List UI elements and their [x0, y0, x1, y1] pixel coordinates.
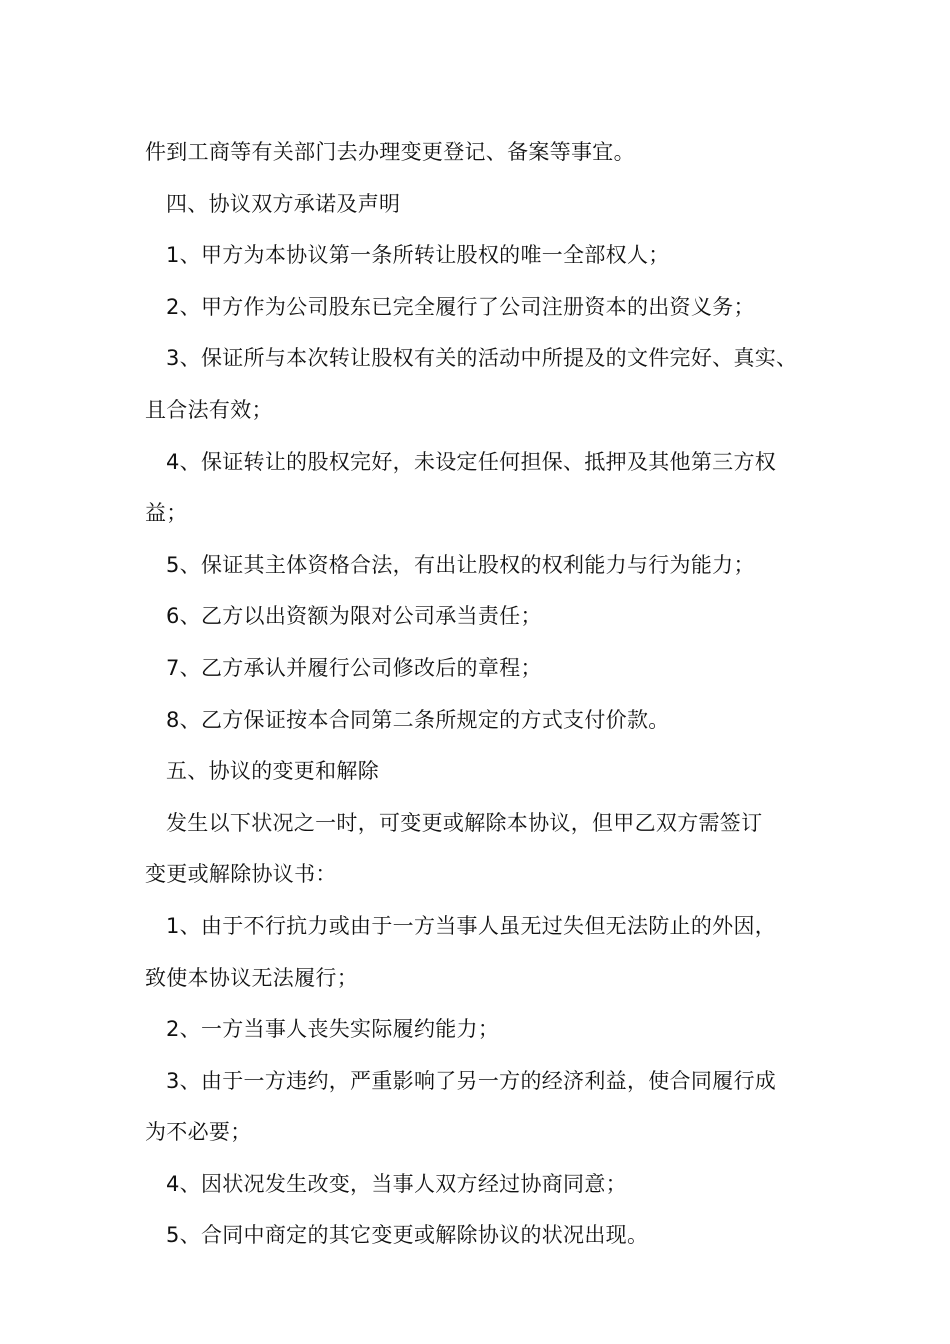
- section-heading-5: 五、协议的变更和解除: [166, 759, 379, 784]
- clause-5-1-cont: 致使本协议无法履行；: [145, 965, 358, 990]
- document-body: [145, 130, 835, 1265]
- section-heading-4: 四、协议双方承诺及声明: [166, 191, 401, 216]
- section-5-intro: 发生以下状况之一时，可变更或解除本协议，但甲乙双方需签订: [166, 810, 763, 835]
- clause-5-5: 5、合同中商定的其它变更或解除协议的状况出现。: [166, 1223, 649, 1248]
- clause-4-4-cont: 益；: [145, 501, 188, 526]
- clause-5-1: 1、由于不行抗力或由于一方当事人虽无过失但无法防止的外因，: [166, 913, 777, 938]
- text-line-1: 件到工商等有关部门去办理变更登记、备案等事宜。: [145, 140, 635, 164]
- clause-4-8: 8、乙方保证按本合同第二条所规定的方式支付价款。: [166, 707, 670, 732]
- clause-4-6: 6、乙方以出资额为限对公司承当责任；: [166, 604, 542, 629]
- clause-5-3: 3、由于一方违约，严重影响了另一方的经济利益，使合同履行成: [166, 1068, 777, 1093]
- clause-4-7: 7、乙方承认并履行公司修改后的章程；: [166, 655, 542, 680]
- section-5-intro-cont: 变更或解除协议书：: [145, 862, 337, 887]
- clause-4-1: 1、甲方为本协议第一条所转让股权的唯一全部权人；: [166, 243, 670, 268]
- clause-5-4: 4、因状况发生改变，当事人双方经过协商同意；: [166, 1171, 627, 1196]
- clause-4-2: 2、甲方作为公司股东已完全履行了公司注册资本的出资义务；: [166, 294, 755, 319]
- clause-4-4: 4、保证转让的股权完好，未设定任何担保、抵押及其他第三方权: [166, 449, 777, 474]
- clause-4-5: 5、保证其主体资格合法，有出让股权的权利能力与行为能力；: [166, 552, 755, 577]
- clause-4-3-cont: 且合法有效；: [145, 397, 273, 422]
- clause-5-2: 2、一方当事人丧失实际履约能力；: [166, 1017, 500, 1042]
- clause-4-3: 3、保证所与本次转让股权有关的活动中所提及的文件完好、真实、: [166, 346, 798, 371]
- clause-5-3-cont: 为不必要；: [145, 1120, 252, 1145]
